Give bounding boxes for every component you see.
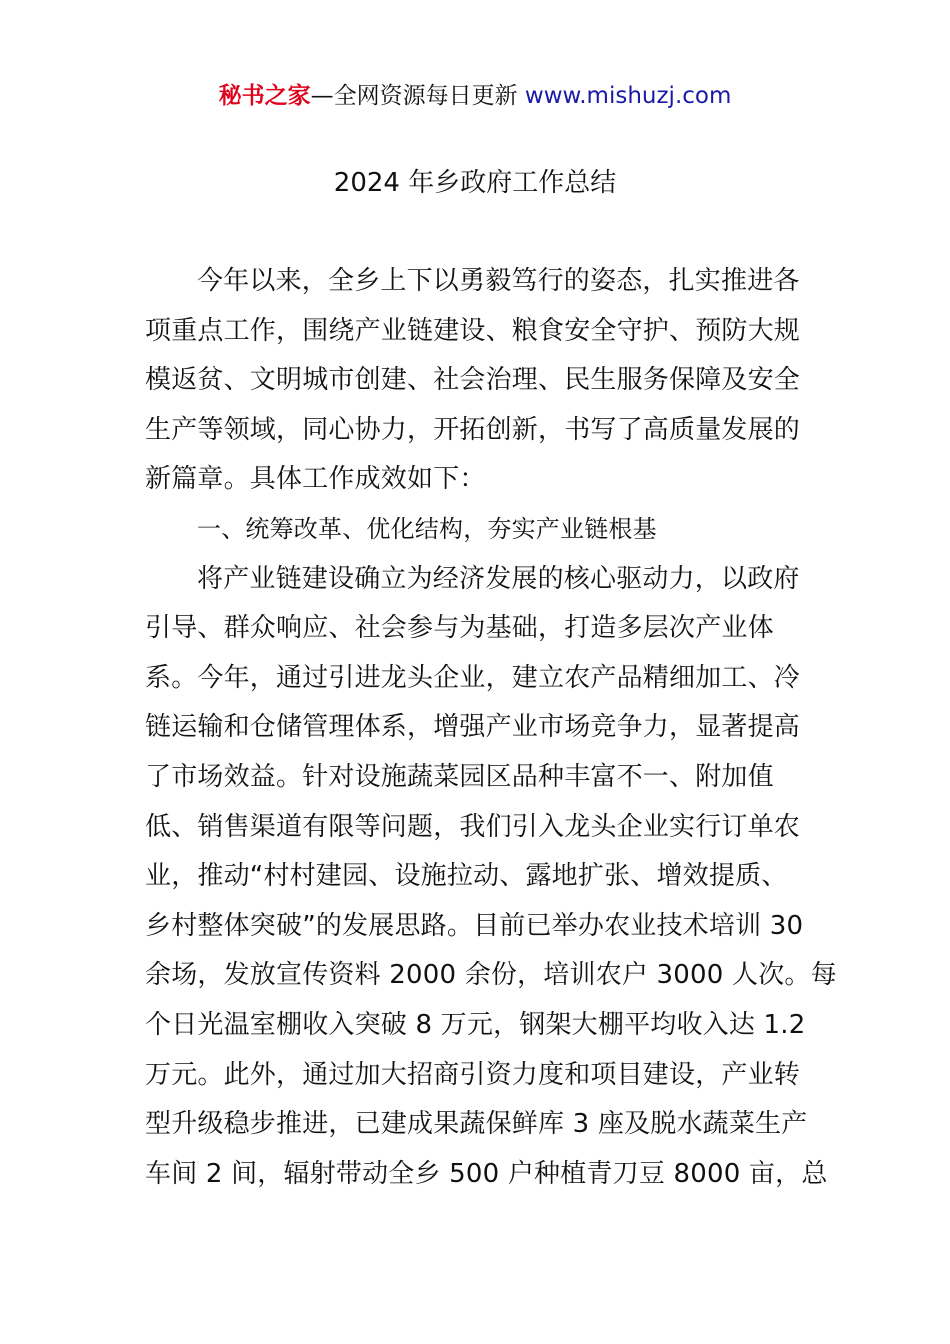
paragraph-line: 型升级稳步推进，已建成果蔬保鲜库 3 座及脱水蔬菜生产 [145, 1109, 808, 1140]
paragraph-line: 新篇章。具体工作成效如下： [145, 464, 486, 495]
document-body [145, 257, 837, 1199]
paragraph-line: 今年以来，全乡上下以勇毅笃行的姿态，扎实推进各 [197, 266, 800, 296]
site-tagline: —全网资源每日更新 [310, 83, 525, 109]
paragraph-line: 了市场效益。针对设施蔬菜园区品种丰富不一、附加值 [145, 761, 774, 792]
paragraph-line: 系。今年，通过引进龙头企业，建立农产品精细加工、冷 [145, 662, 801, 693]
paragraph-line: 个日光温室棚收入突破 8 万元，钢架大棚平均收入达 1.2 [145, 1009, 806, 1040]
paragraph-line: 余场，发放宣传资料 2000 余份，培训农户 3000 人次。每 [145, 960, 837, 991]
paragraph-line: 引导、群众响应、社会参与为基础，打造多层次产业体 [145, 613, 774, 644]
site-url-link[interactable]: www.mishuzj.com [524, 83, 732, 109]
paragraph-line: 车间 2 间，辐射带动全乡 500 户种植青刀豆 8000 亩，总 [145, 1158, 828, 1189]
paragraph-line: 链运输和仓储管理体系，增强产业市场竞争力，显著提高 [145, 712, 801, 743]
paragraph-line: 项重点工作，围绕产业链建设、粮食安全守护、预防大规 [145, 315, 801, 346]
document-title: 2024 年乡政府工作总结 [333, 168, 617, 198]
site-header [0, 80, 950, 112]
brand-name: 秘书之家 [218, 83, 311, 109]
paragraph-line: 低、销售渠道有限等问题，我们引入龙头企业实行订单农 [145, 811, 801, 842]
paragraph-line: 生产等领域，同心协力，开拓创新，书写了高质量发展的 [145, 414, 801, 445]
paragraph-line: 业，推动“村村建园、设施拉动、露地扩张、增效提质、 [145, 861, 788, 892]
paragraph-line: 乡村整体突破”的发展思路。目前已举办农业技术培训 30 [145, 910, 804, 941]
section-heading: 一、统筹改革、优化结构，夯实产业链根基 [197, 514, 657, 543]
paragraph-line: 万元。此外，通过加大招商引资力度和项目建设，产业转 [145, 1059, 801, 1090]
paragraph-line: 模返贫、文明城市创建、社会治理、民生服务保障及安全 [145, 365, 801, 396]
paragraph-line: 将产业链建设确立为经济发展的核心驱动力，以政府 [197, 563, 800, 594]
